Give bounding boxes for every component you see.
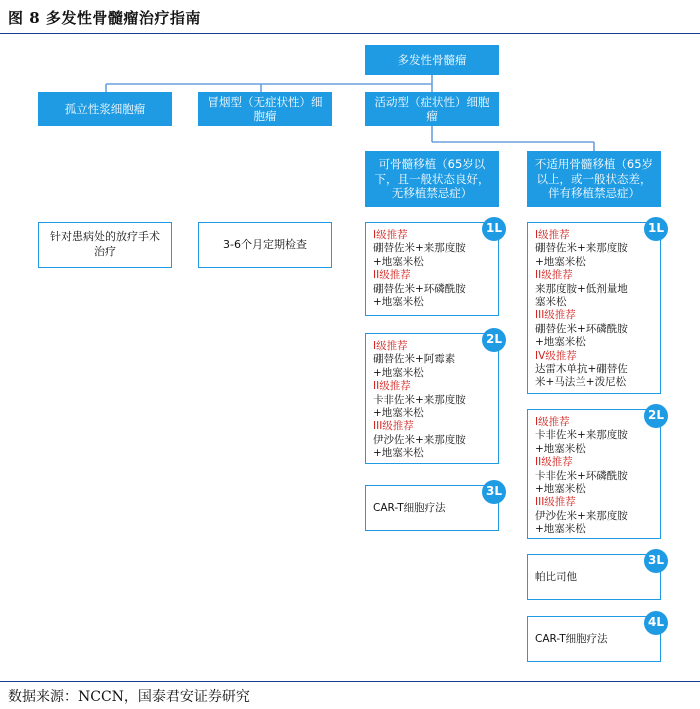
ineligible-4L-text: CAR-T细胞疗法 xyxy=(535,633,608,646)
line-badge: 1L xyxy=(482,217,506,241)
ineligible-1L-level-1: I级推荐 xyxy=(535,229,570,241)
branch-ineligible xyxy=(527,151,661,207)
eligible-2L-level-3: III级推荐 xyxy=(373,420,414,433)
ineligible-1L-level-4: IV级推荐 xyxy=(535,349,577,362)
category-smoldering-label: 冒烟型（无症状性）细胞瘤 xyxy=(207,94,323,123)
branch-ineligible-label: 不适用骨髓移植（65岁以上，或一般状态差，伴有移植禁忌症） xyxy=(534,157,654,201)
category-active-label: 活动型（症状性）细胞瘤 xyxy=(374,94,490,123)
ineligible-2L-regimen-1: 卡非佐米+来那度胺+地塞米松 xyxy=(535,429,628,455)
line-badge: 2L xyxy=(482,328,506,352)
line-badge: 3L xyxy=(644,549,668,573)
eligible-1L-regimen-1: 硼替佐米+来那度胺+地塞米松 xyxy=(373,242,466,268)
eligible-2L-regimen-1: 硼替佐米+阿霉素+地塞米松 xyxy=(373,353,456,379)
eligible-2L-level-1: I级推荐 xyxy=(373,340,408,352)
ineligible-1L-level-3: III级推荐 xyxy=(535,309,576,322)
action-solitary-text: 针对患病处的放疗手术治疗 xyxy=(50,230,160,258)
eligible-line-3 xyxy=(365,484,502,531)
eligible-3L-text: CAR-T细胞疗法 xyxy=(373,502,446,515)
eligible-line-1 xyxy=(365,221,502,316)
ineligible-line-3 xyxy=(527,553,664,600)
eligible-1L-level-1: I级推荐 xyxy=(373,229,408,241)
branch-eligible-label: 可骨髓移植（65岁以下，且一般状态良好，无移植禁忌症） xyxy=(374,157,490,201)
ineligible-1L-regimen-4: 达雷木单抗+硼替佐米+马法兰+泼尼松 xyxy=(535,363,628,389)
ineligible-1L-level-2: II级推荐 xyxy=(535,269,573,282)
branch-eligible xyxy=(365,151,499,207)
category-active xyxy=(365,92,499,126)
ineligible-1L-regimen-2: 来那度胺+低剂量地塞米松 xyxy=(535,282,628,309)
eligible-2L-regimen-2: 卡非佐米+来那度胺+地塞米松 xyxy=(373,393,466,420)
ineligible-2L-level-1: I级推荐 xyxy=(535,416,570,428)
line-badge: 3L xyxy=(482,480,506,504)
ineligible-line-2 xyxy=(527,408,664,539)
figure-source: 数据来源：NCCN，国泰君安证券研究 xyxy=(8,689,250,705)
line-badge: 1L xyxy=(644,217,668,241)
root-label: 多发性骨髓瘤 xyxy=(397,52,467,67)
line-badge: 2L xyxy=(644,404,668,428)
eligible-1L-level-2: II级推荐 xyxy=(373,269,411,282)
ineligible-2L-regimen-3: 伊沙佐米+来那度胺+地塞米松 xyxy=(535,509,628,536)
action-smoldering xyxy=(198,222,332,268)
eligible-2L-level-2: II级推荐 xyxy=(373,380,411,393)
ineligible-2L-level-3: III级推荐 xyxy=(535,496,576,509)
action-solitary xyxy=(38,222,172,268)
action-smoldering-text: 3-6个月定期检查 xyxy=(223,237,307,251)
eligible-line-2 xyxy=(365,332,502,464)
ineligible-line-4 xyxy=(527,615,664,662)
ineligible-1L-regimen-1: 硼替佐米+来那度胺+地塞米松 xyxy=(535,242,628,268)
ineligible-3L-text: 帕比司他 xyxy=(535,571,577,584)
figure-title: 图 8 多发性骨髓瘤治疗指南 xyxy=(8,9,201,27)
ineligible-line-1 xyxy=(527,221,664,394)
category-solitary xyxy=(38,92,172,126)
bottom-rule xyxy=(0,681,700,682)
ineligible-1L-regimen-3: 硼替佐米+环磷酰胺+地塞米松 xyxy=(535,322,628,349)
ineligible-2L-level-2: II级推荐 xyxy=(535,456,573,469)
ineligible-2L-regimen-2: 卡非佐米+环磷酰胺+地塞米松 xyxy=(535,469,628,496)
category-smoldering xyxy=(198,92,332,126)
line-badge: 4L xyxy=(644,611,668,635)
eligible-1L-regimen-2: 硼替佐米+环磷酰胺+地塞米松 xyxy=(373,282,466,309)
eligible-2L-regimen-3: 伊沙佐米+来那度胺+地塞米松 xyxy=(373,433,466,460)
root-box xyxy=(365,45,499,75)
category-solitary-label: 孤立性浆细胞瘤 xyxy=(64,101,146,116)
